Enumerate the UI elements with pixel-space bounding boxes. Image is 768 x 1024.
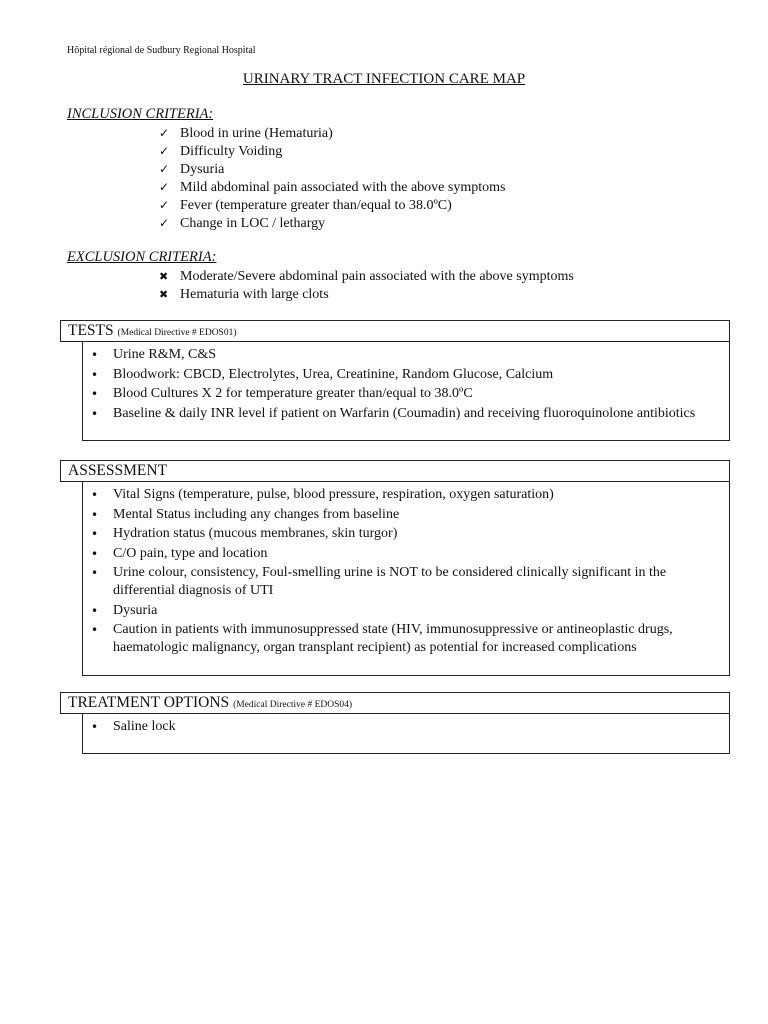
- list-item: • Caution in patients with immunosuppressed state (HIV, immunosuppressive or antineoplastic drugs, haematologic malignancy, organ transplant recipient) as potential for increased complications: [91, 621, 725, 657]
- assessment-body: [82, 482, 730, 676]
- checkmark-icon: ✓: [159, 162, 170, 176]
- list-item: • Urine R&M, C&S: [91, 346, 725, 364]
- checkmark-icon: ✓: [159, 126, 170, 140]
- assessment-header: ASSESSMENT: [60, 460, 730, 482]
- list-item: ✖ Moderate/Severe abdominal pain associated with the above symptoms: [159, 269, 574, 284]
- treatment-header: TREATMENT OPTIONS (Medical Directive # EDOS04): [60, 692, 730, 714]
- list-item: • Mental Status including any changes from baseline: [91, 506, 725, 524]
- list-item: • Baseline & daily INR level if patient on Warfarin (Coumadin) and receiving fluoroquinolone antibiotics: [91, 405, 725, 423]
- inclusion-heading: INCLUSION CRITERIA:: [67, 106, 214, 122]
- list-item: • Saline lock: [91, 718, 725, 736]
- list-item: ✖ Hematuria with large clots: [159, 287, 329, 302]
- treatment-body: [82, 714, 730, 754]
- checkmark-icon: ✓: [159, 144, 170, 158]
- list-item: • Bloodwork: CBCD, Electrolytes, Urea, Creatinine, Random Glucose, Calcium: [91, 366, 725, 384]
- checkmark-icon: ✓: [159, 216, 170, 230]
- list-item: • Vital Signs (temperature, pulse, blood pressure, respiration, oxygen saturation): [91, 486, 725, 504]
- list-item: ✓ Blood in urine (Hematuria): [159, 126, 333, 141]
- list-item: • Blood Cultures X 2 for temperature greater than/equal to 38.0ºC: [91, 385, 725, 403]
- list-item: ✓ Fever (temperature greater than/equal to 38.0ºC): [159, 198, 452, 213]
- hospital-name: Hôpital régional de Sudbury Regional Hospital: [67, 45, 256, 56]
- list-item: ✓ Difficulty Voiding: [159, 144, 283, 159]
- list-item: • Hydration status (mucous membranes, skin turgor): [91, 525, 725, 543]
- list-item: • C/O pain, type and location: [91, 545, 725, 563]
- list-item: • Urine colour, consistency, Foul-smelling urine is NOT to be considered clinically significant in the differential diagnosis of UTI: [91, 564, 725, 600]
- page-title: URINARY TRACT INFECTION CARE MAP: [242, 71, 526, 87]
- assessment-section: [60, 460, 730, 676]
- checkmark-icon: ✓: [159, 180, 170, 194]
- cross-icon: ✖: [159, 270, 169, 283]
- list-item: ✓ Mild abdominal pain associated with the above symptoms: [159, 180, 506, 195]
- cross-icon: ✖: [159, 288, 169, 301]
- list-item: • Dysuria: [91, 602, 725, 620]
- list-item: ✓ Dysuria: [159, 162, 225, 177]
- tests-body: [82, 342, 730, 441]
- exclusion-heading: EXCLUSION CRITERIA:: [67, 249, 217, 265]
- treatment-section: [60, 692, 730, 754]
- list-item: ✓ Change in LOC / lethargy: [159, 216, 326, 231]
- exclusion-list: [159, 268, 574, 304]
- inclusion-list: [159, 124, 505, 232]
- tests-header: TESTS (Medical Directive # EDOS01): [60, 320, 730, 342]
- tests-section: [60, 320, 730, 441]
- checkmark-icon: ✓: [159, 198, 170, 212]
